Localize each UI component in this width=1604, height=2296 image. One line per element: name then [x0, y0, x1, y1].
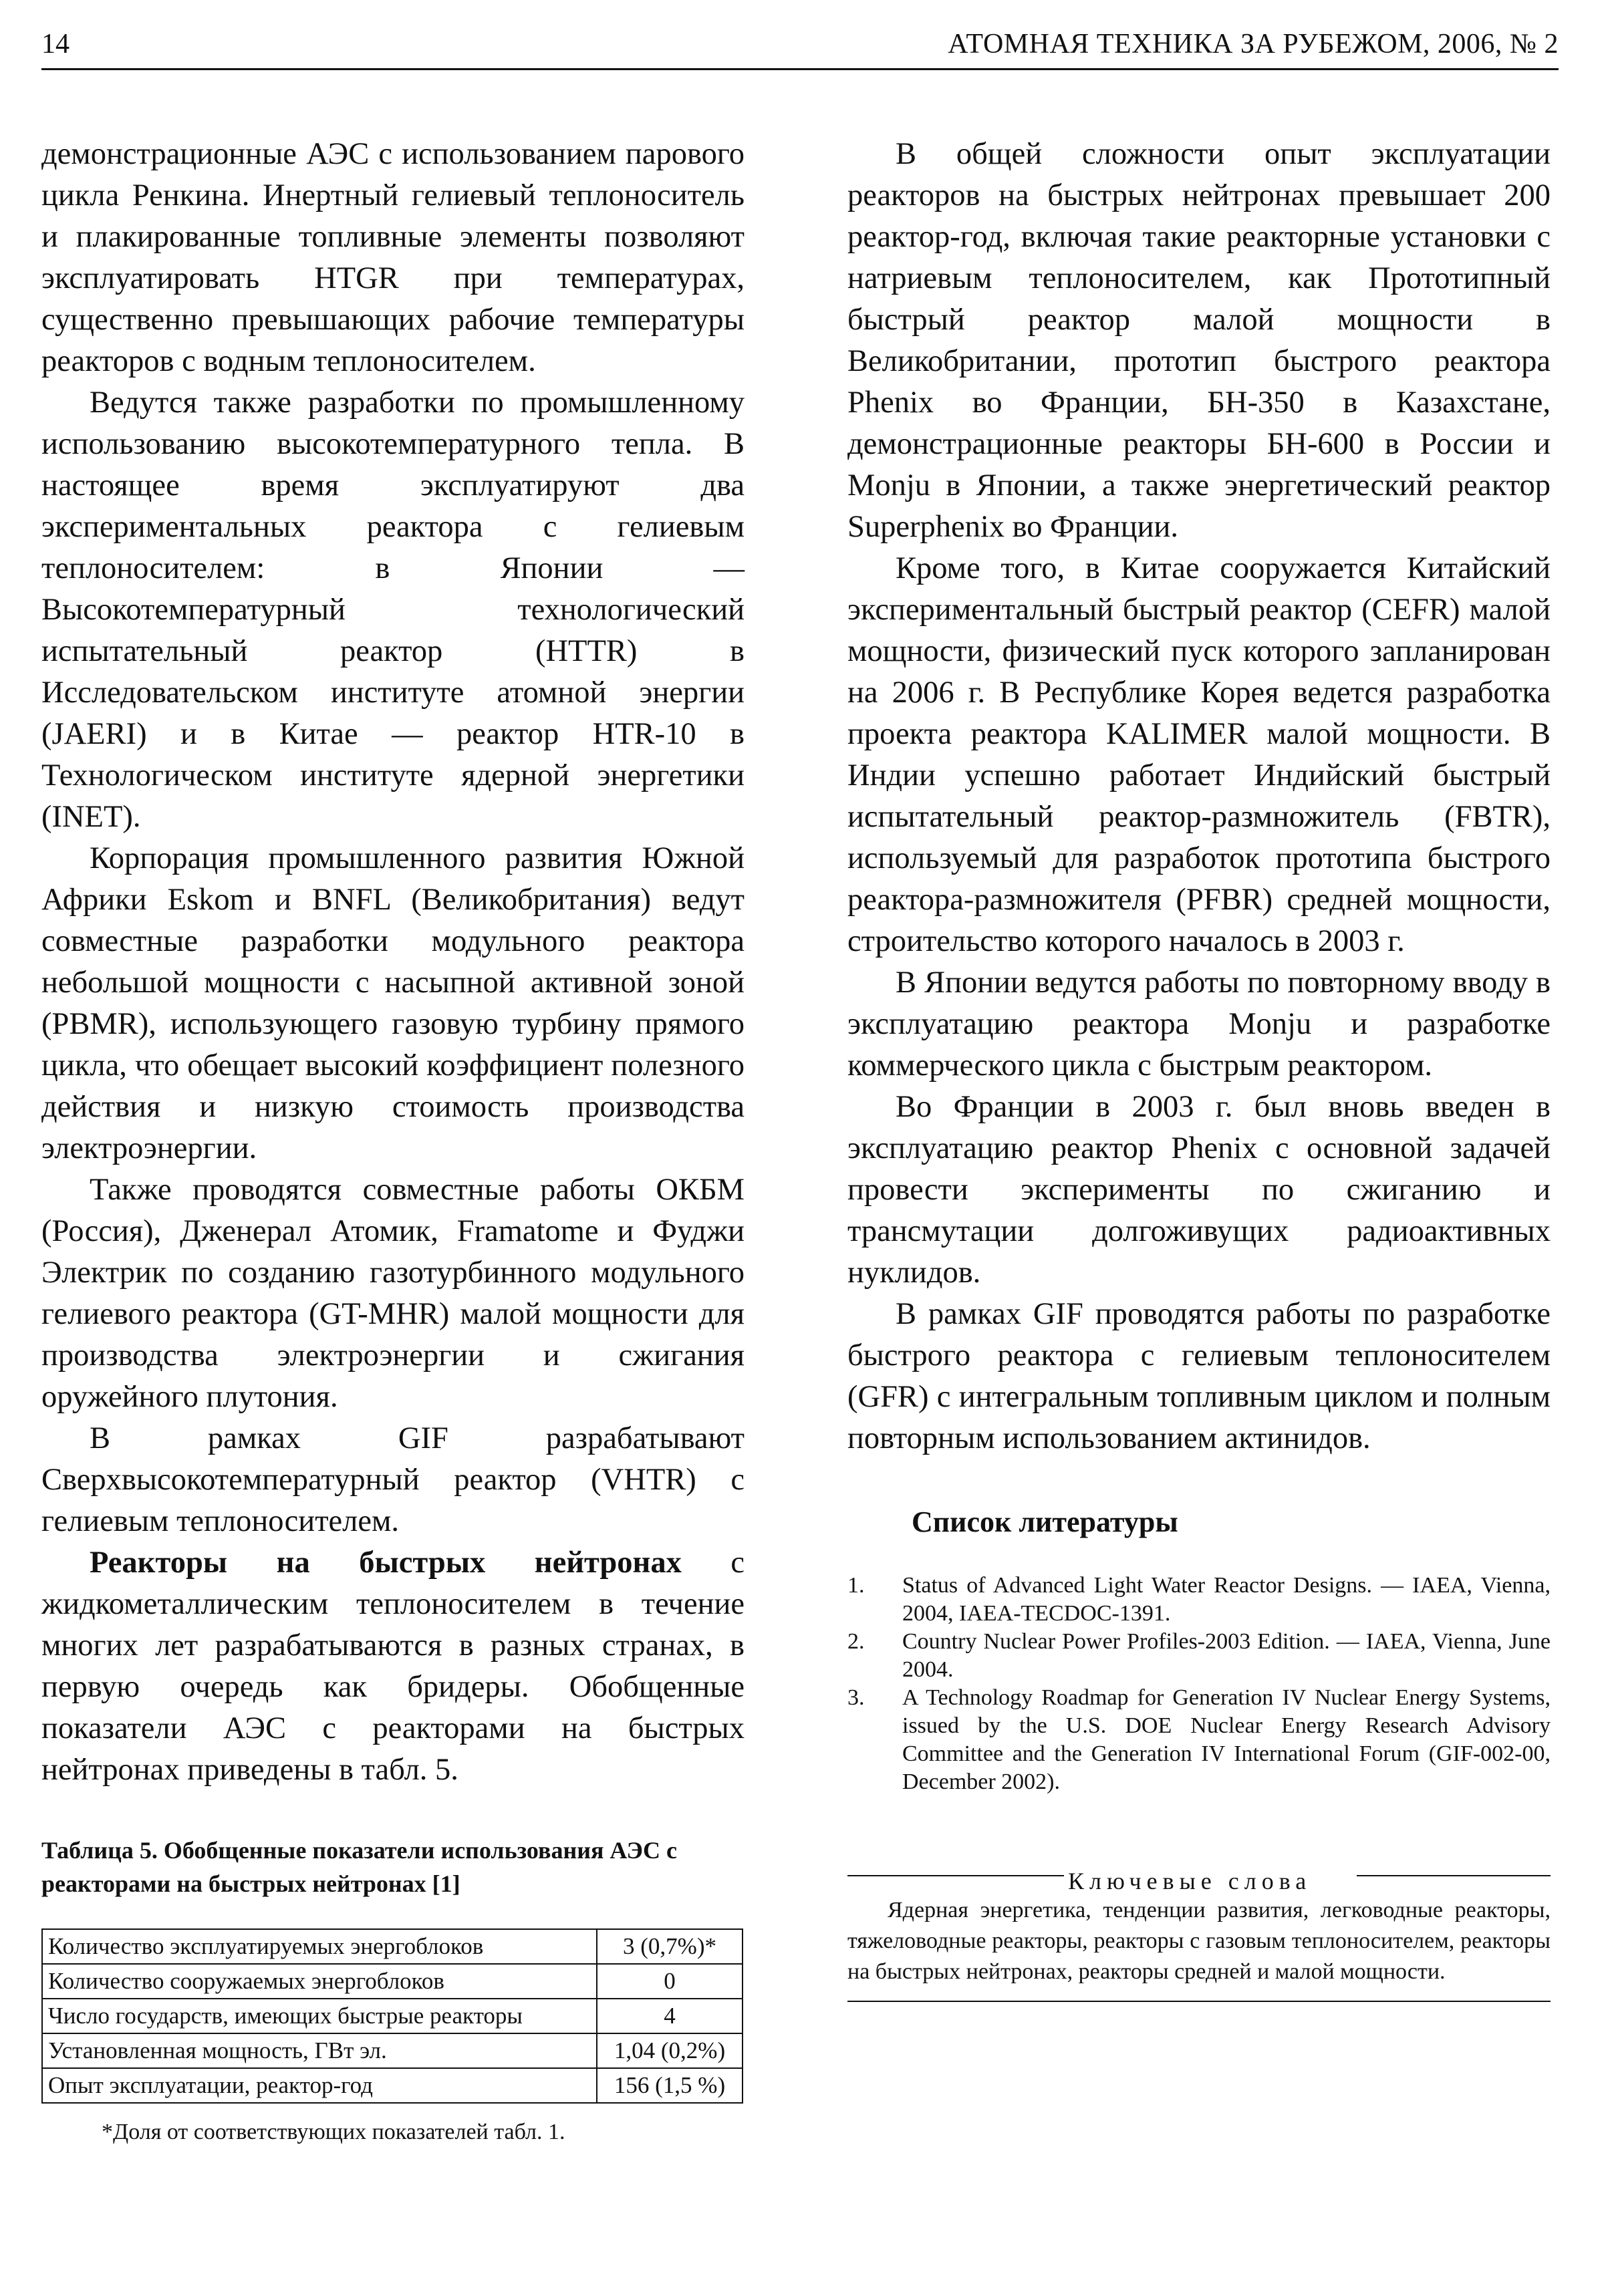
section-lead-bold: Реакторы на быстрых нейтронах [90, 1546, 682, 1580]
table-cell-value: 0 [597, 1964, 743, 1999]
reference-number: 2. [847, 1629, 865, 1654]
keywords-text: Ядерная энергетика, тенденции развития, легководные реакторы, тяжеловодные реакторы, реакторы с газовым теплоносителем, реакторы на быстрых нейтронах, реакторы средней и малой мощности. [847, 1898, 1551, 1984]
table-cell-value: 1,04 (0,2%) [597, 2033, 743, 2068]
keywords-block [847, 1860, 1551, 2002]
paragraph: В рамках GIF проводятся работы по разработке быстрого реактора с гелиевым теплоносителем (GFR) с интегральным топливным циклом и полным повторным использованием актинидов. [847, 1297, 1551, 1455]
paragraph: Кроме того, в Китае сооружается Китайский экспериментальный быстрый реактор (CEFR) малой мощности, физический пуск которого запланирован на 2006 г. В Республике Корея ведется разработка проекта реактора KALIMER малой мощности. В Индии успешно работает Индийский быстрый испытательный реактор-размножитель (FBTR), используемый для разработок прототипа быстрого реактора-размножителя (PFBR) средней мощности, строительство которого началось в 2003 г. [847, 551, 1551, 958]
paragraph: Ведутся также разработки по промышленному использованию высокотемпературного тепла. В настоящее время эксплуатируют два экспериментальных реактора с гелиевым теплоносителем: в Японии — Высокотемпературный технологический испытательный реактор (HTTR) в Исследовательском институте атомной энергии (JAERI) и в Китае — реактор HTR-10 в Технологическом институте ядерной энергетики (INET). [41, 386, 745, 834]
table-cell-label: Число государств, имеющих быстрые реакторы [42, 1999, 597, 2033]
keywords-title: Ключевые слова [1068, 1868, 1312, 1894]
table-5 [41, 1928, 743, 2104]
references-list [847, 1572, 1551, 1796]
table-row [42, 1999, 743, 2033]
table-row [42, 1929, 743, 1964]
table-cell-label: Количество сооружаемых энергоблоков [42, 1964, 597, 1999]
table-row [42, 2068, 743, 2103]
table-row [42, 1964, 743, 1999]
paragraph: Также проводятся совместные работы ОКБМ (Россия), Дженерал Атомик, Framatome и Фуджи Электрик по созданию газотурбинного модульного гелиевого реактора (GT-MHR) малой мощности для производства электроэнергии и сжигания оружейного плутония. [41, 1173, 745, 1414]
keywords-heading-line [847, 1860, 1551, 1894]
table-row [42, 2033, 743, 2068]
journal-title: АТОМНАЯ ТЕХНИКА ЗА РУБЕЖОМ, 2006, № 2 [948, 29, 1559, 59]
reference-item [847, 1628, 1551, 1684]
table-cell-label: Количество эксплуатируемых энергоблоков [42, 1929, 597, 1964]
paragraph: демонстрационные АЭС с использованием парового цикла Ренкина. Инертный гелиевый теплоноситель и плакированные топливные элементы позволяют эксплуатировать HTGR при температурах, существенно превышающих рабочие температуры реакторов с водным теплоносителем. [41, 137, 745, 378]
keywords-rule-left [847, 1875, 1064, 1876]
left-column [41, 134, 745, 2148]
reference-item [847, 1684, 1551, 1796]
table-caption: Таблица 5. Обобщенные показатели использования АЭС с реакторами на быстрых нейтронах [1] [41, 1837, 677, 1897]
keywords-rule-bottom [847, 2001, 1551, 2002]
reference-number: 3. [847, 1685, 865, 1710]
reference-item [847, 1572, 1551, 1628]
table-cell-value: 156 (1,5 %) [597, 2068, 743, 2103]
header-rule [41, 68, 1559, 70]
paragraph: Корпорация промышленного развития Южной Африки Eskom и BNFL (Великобритания) ведут совместные разработки модульного реактора небольшой мощности с насыпной активной зоной (PBMR), использующего газовую турбину прямого цикла, что обещает высокий коэффициент полезного действия и низкую стоимость производства электроэнергии. [41, 841, 745, 1165]
table-cell-value: 3 (0,7%)* [597, 1929, 743, 1964]
paragraph-text: с жидкометаллическим теплоносителем в течение многих лет разрабатываются в разных странах, в первую очередь как бридеры. Обобщенные показатели АЭС с реакторами на быстрых нейтронах приведены в табл. 5. [41, 1546, 745, 1787]
reference-number: 1. [847, 1573, 865, 1598]
paragraph: В общей сложности опыт эксплуатации реакторов на быстрых нейтронах превышает 200 реактор-год, включая такие реакторные установки с натриевым теплоносителем, как Прототипный быстрый реактор малой мощности в Великобритании, прототип быстрого реактора Phenix во Франции, БН-350 в Казахстане, демонстрационные реакторы БН-600 в России и Monju в Японии, а также энергетический реактор Superphenix во Франции. [847, 137, 1551, 544]
right-column [847, 134, 1551, 2002]
table-cell-label: Опыт эксплуатации, реактор-год [42, 2068, 597, 2103]
table-cell-label: Установленная мощность, ГВт эл. [42, 2033, 597, 2068]
reference-text: Country Nuclear Power Profiles-2003 Edition. — IAEA, Vienna, June 2004. [902, 1629, 1551, 1682]
table-cell-value: 4 [597, 1999, 743, 2033]
table-footnote: *Доля от соответствующих показателей табл. 1. [102, 2120, 565, 2144]
keywords-rule-right [1357, 1875, 1551, 1876]
references-title: Список литературы [912, 1505, 1178, 1538]
reference-text: A Technology Roadmap for Generation IV Nuclear Energy Systems, issued by the U.S. DOE Nuclear Energy Research Advisory Committee and the Generation IV International Forum (GIF-002-00, December 2002). [902, 1685, 1551, 1794]
paragraph-fast-reactors [41, 1542, 745, 1791]
paragraph: В Японии ведутся работы по повторному вводу в эксплуатацию реактора Monju и разработке коммерческого цикла с быстрым реактором. [847, 966, 1551, 1083]
paragraph: В рамках GIF разрабатывают Сверхвысокотемпературный реактор (VHTR) с гелиевым теплоносителем. [41, 1421, 745, 1538]
running-header [41, 28, 1559, 68]
page-number: 14 [41, 29, 70, 59]
reference-text: Status of Advanced Light Water Reactor Designs. — IAEA, Vienna, 2004, IAEA-TECDOC-1391. [902, 1573, 1551, 1626]
paragraph: Во Франции в 2003 г. был вновь введен в эксплуатацию реактор Phenix с основной задачей провести эксперименты по сжиганию и трансмутации долгоживущих радиоактивных нуклидов. [847, 1090, 1551, 1290]
